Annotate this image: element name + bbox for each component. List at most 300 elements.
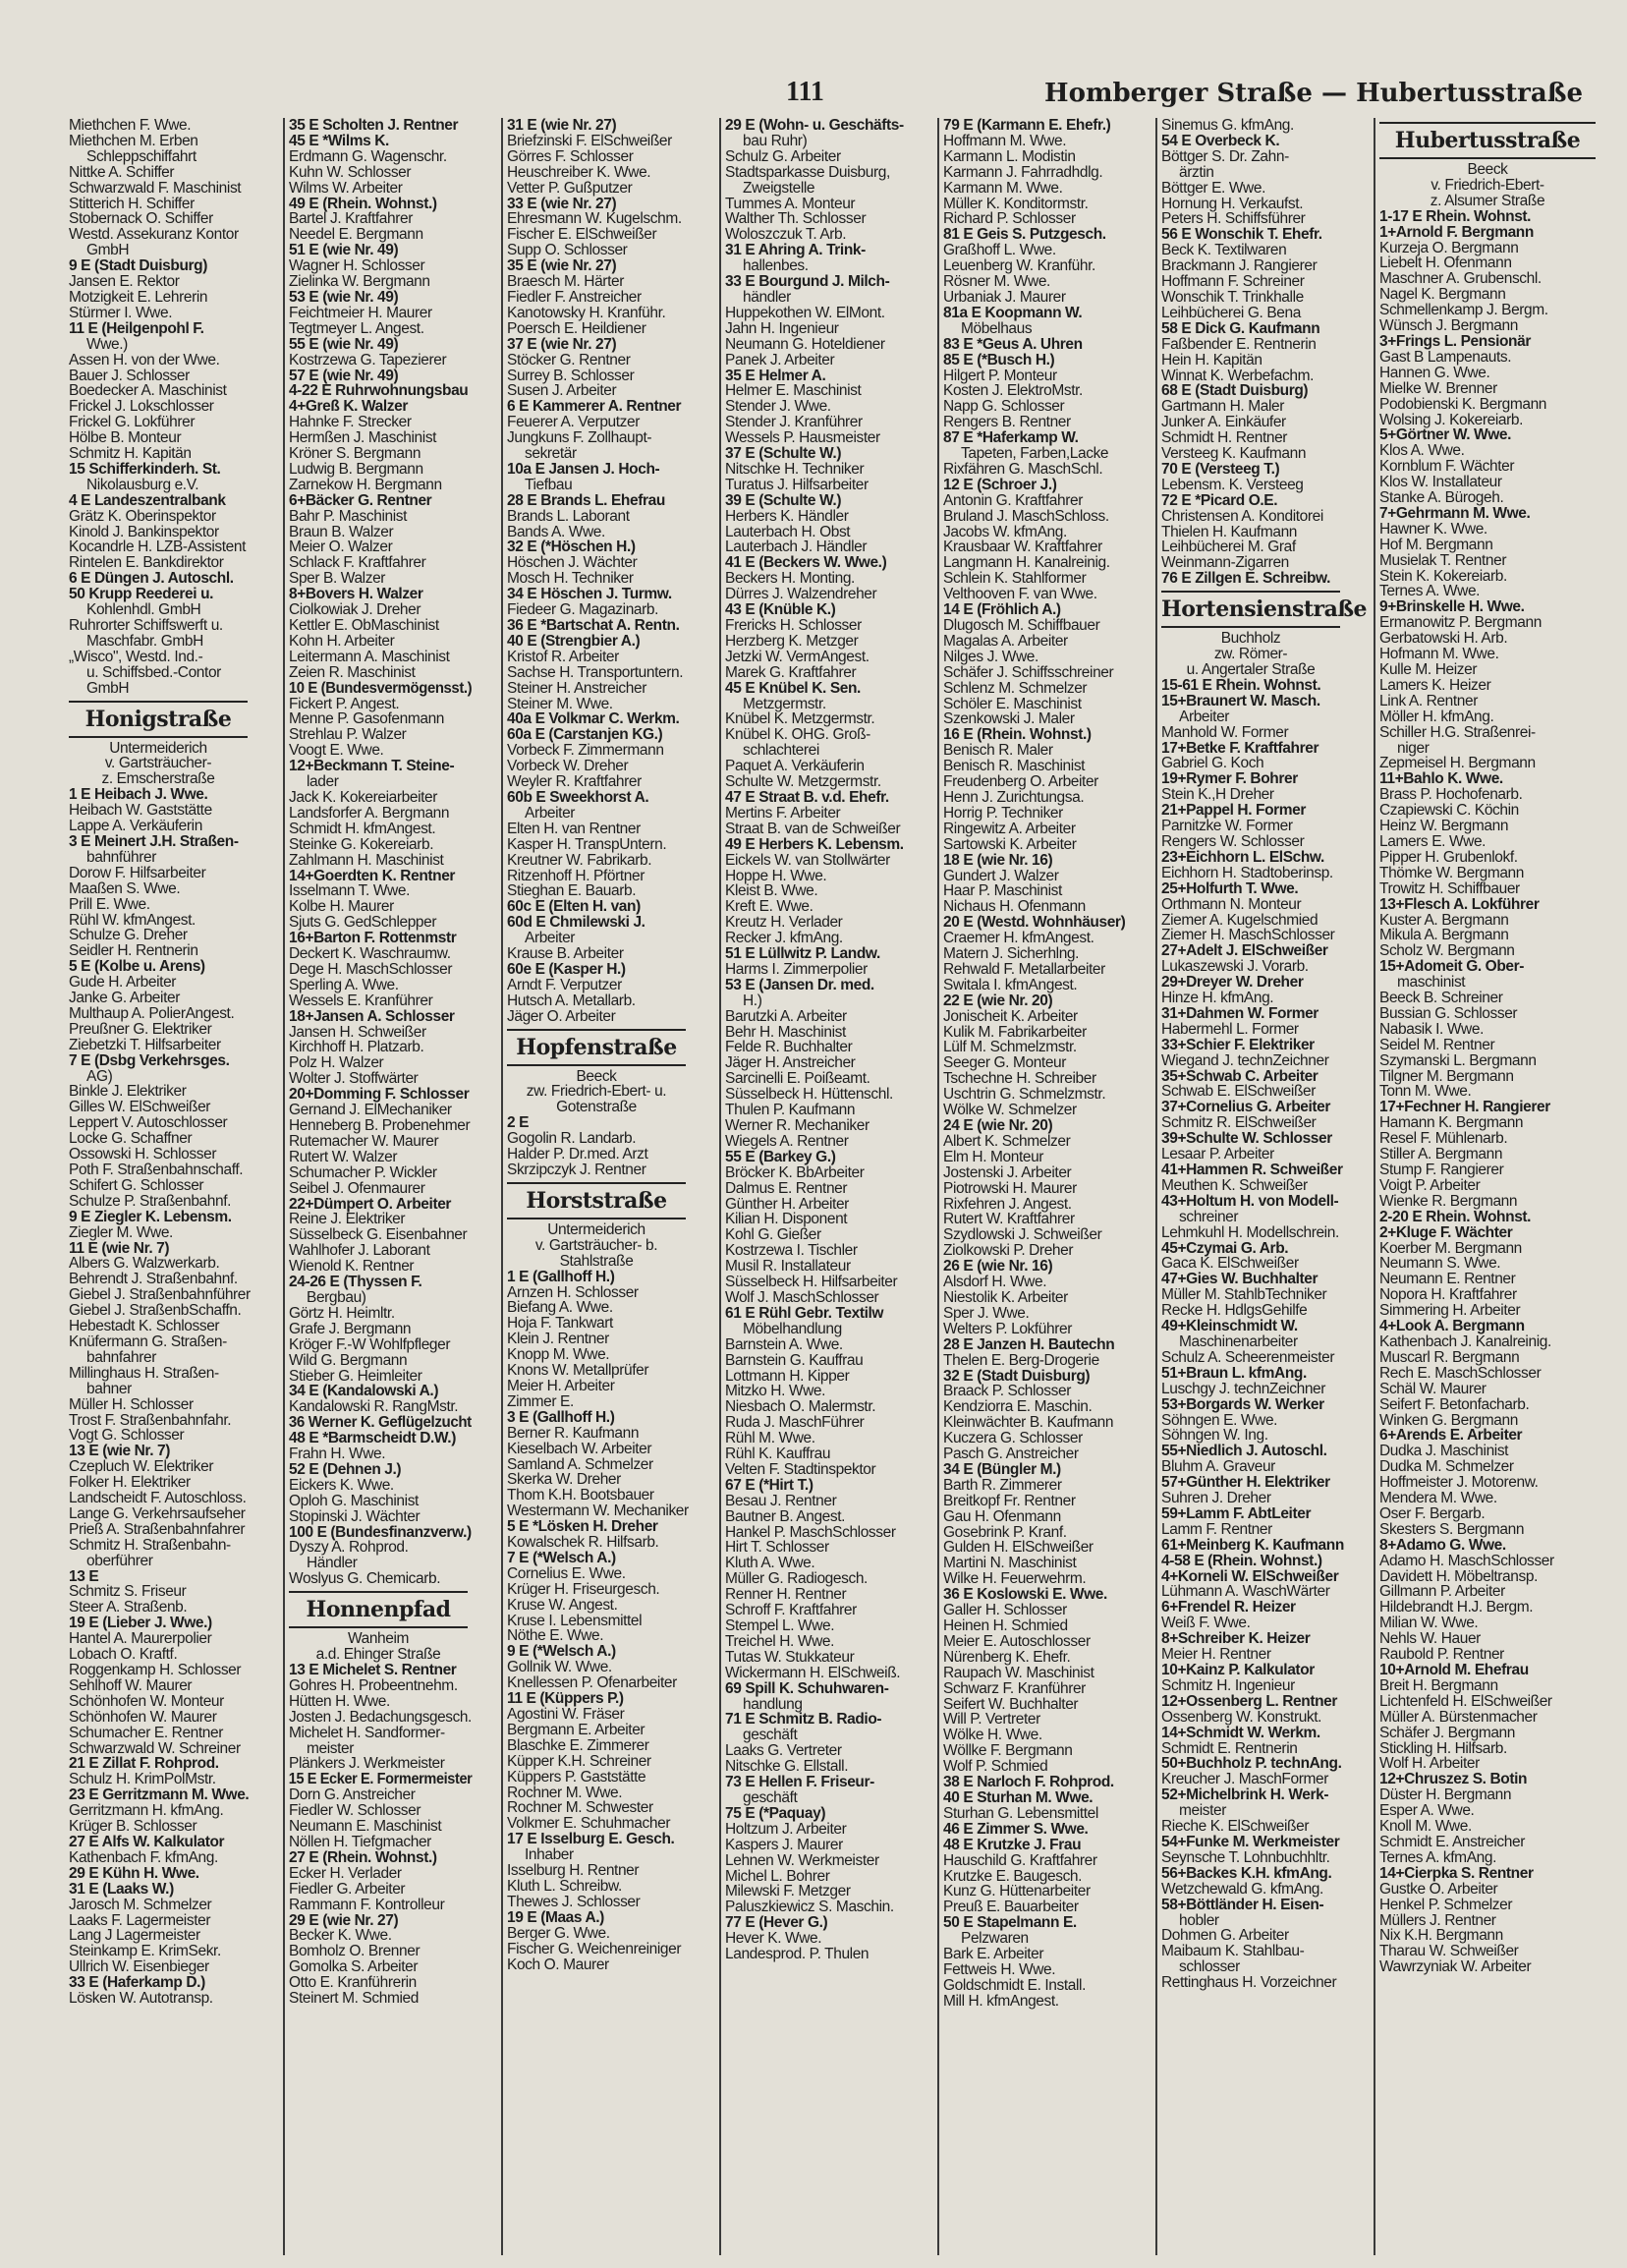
- entry-continuation: hallenbes.: [743, 257, 809, 275]
- resident-entry: Vorbeck F. Zimmermann: [507, 742, 664, 760]
- resident-entry: Wolter J. Stoffwärter: [289, 1070, 419, 1088]
- resident-entry: Wölke W. Schmelzer: [943, 1102, 1077, 1119]
- house-entry: 1 E (Gallhoff H.): [507, 1268, 615, 1285]
- resident-entry: Hawner K. Wwe.: [1379, 520, 1487, 538]
- resident-entry: Lauterbach J. Händler: [725, 539, 868, 556]
- resident-entry: Frickel J. Lokschlosser: [69, 398, 214, 416]
- resident-entry: Ullrich W. Eisenbieger: [69, 1958, 209, 1976]
- house-entry: 16+Barton F. Rottenmstr: [289, 930, 457, 947]
- resident-entry: Schiller H.G. Straßenrei-: [1379, 723, 1536, 741]
- resident-entry: Steer A. Straßenb.: [69, 1599, 188, 1616]
- resident-entry: Jäger H. Anstreicher: [725, 1054, 856, 1072]
- entry-continuation: händler: [743, 288, 791, 306]
- resident-entry: Böttger E. Wwe.: [1161, 179, 1265, 197]
- resident-entry: Rühl M. Wwe.: [725, 1430, 815, 1447]
- resident-entry: Klein J. Rentner: [507, 1331, 609, 1348]
- resident-entry: Piotrowski H. Maurer: [943, 1179, 1077, 1197]
- house-entry: 50 Krupp Reederei u.: [69, 586, 214, 603]
- resident-entry: Schlack F. Kraftfahrer: [289, 554, 426, 572]
- house-entry: 13+Flesch A. Lokführer: [1379, 895, 1540, 913]
- resident-entry: Knübel K. Metzgermstr.: [725, 710, 875, 728]
- entry-continuation: sekretär: [525, 445, 577, 463]
- resident-entry: Klos A. Wwe.: [1379, 442, 1465, 460]
- resident-entry: Szymanski L. Bergmann: [1379, 1051, 1537, 1069]
- resident-entry: Laaks G. Vertreter: [725, 1742, 842, 1760]
- resident-entry: Kuhn W. Schlosser: [289, 163, 412, 181]
- resident-entry: Kruse W. Angest.: [507, 1596, 618, 1614]
- resident-entry: Vetter P. Gußputzer: [507, 179, 633, 197]
- resident-entry: Bussian G. Schlosser: [1379, 1004, 1518, 1022]
- resident-entry: Schmidt H. kfmAngest.: [289, 820, 436, 837]
- resident-entry: Beeck B. Schreiner: [1379, 990, 1503, 1007]
- column-7: [1374, 118, 1599, 2255]
- resident-entry: Albert K. Schmelzer: [943, 1132, 1071, 1150]
- resident-entry: Nix K.H. Bergmann: [1379, 1927, 1503, 1945]
- house-entry: 5 E *Lösken H. Dreher: [507, 1518, 658, 1536]
- resident-entry: Welters P. Lokführer: [943, 1320, 1072, 1337]
- resident-entry: Kaspers J. Maurer: [725, 1836, 843, 1853]
- resident-entry: Rammann F. Kontrolleur: [289, 1896, 445, 1913]
- house-entry: 39 E (Schulte W.): [725, 491, 842, 509]
- house-entry: 10 E (Bundesvermögensst.): [288, 679, 473, 697]
- entry-continuation: H.): [743, 992, 762, 1009]
- house-entry: 13 E: [69, 1567, 99, 1585]
- resident-entry: Halder P. Dr.med. Arzt: [507, 1146, 648, 1163]
- resident-entry: Gustke O. Arbeiter: [1379, 1880, 1498, 1898]
- entry-continuation: schlosser: [1179, 1958, 1240, 1976]
- house-entry: 15-61 E Rhein. Wohnst.: [1161, 676, 1321, 694]
- resident-entry: Lehmkuhl H. Modellschrein.: [1161, 1223, 1339, 1241]
- resident-entry: Tutas W. Stukkateur: [725, 1648, 855, 1666]
- entry-continuation: Möbelhaus: [961, 319, 1033, 337]
- resident-entry: Wahlhofer J. Laborant: [289, 1242, 430, 1260]
- resident-entry: Habermehl L. Former: [1161, 1020, 1299, 1038]
- resident-entry: Ossenberg W. Konstrukt.: [1161, 1708, 1322, 1726]
- resident-entry: Zielinka W. Bergmann: [289, 273, 430, 291]
- resident-entry: Deckert K. Waschraumw.: [289, 945, 451, 963]
- resident-entry: Schäl W. Maurer: [1379, 1380, 1487, 1397]
- house-entry: 35 E Scholten J. Rentner: [289, 117, 459, 134]
- entry-continuation: meister: [307, 1739, 355, 1757]
- entry-continuation: Tapeten, Farben,Lacke: [961, 445, 1109, 463]
- house-entry: 29 E (wie Nr. 27): [289, 1911, 399, 1929]
- resident-entry: Müllers J. Rentner: [1379, 1911, 1496, 1929]
- resident-entry: Müller G. Radiogesch.: [725, 1570, 868, 1588]
- resident-entry: Hauschild G. Kraftfahrer: [943, 1851, 1097, 1869]
- resident-entry: Will P. Vertreter: [943, 1711, 1040, 1729]
- district-note: z. Emscherstraße: [101, 770, 215, 788]
- house-entry: 2-20 E Rhein. Wohnst.: [1379, 1208, 1532, 1225]
- resident-entry: Kohn H. Arbeiter: [289, 632, 395, 650]
- resident-entry: Hütten H. Wwe.: [289, 1692, 390, 1710]
- district-note: Beeck: [1467, 161, 1508, 178]
- resident-entry: Ruda J. MaschFührer: [725, 1414, 865, 1432]
- entry-continuation: Maschinenarbeiter: [1179, 1332, 1298, 1350]
- resident-entry: Huppekothen W. ElMont.: [725, 304, 885, 321]
- resident-entry: Gartmann H. Maler: [1161, 398, 1284, 416]
- resident-entry: Kröner S. Bergmann: [289, 445, 421, 463]
- resident-entry: Panek J. Arbeiter: [725, 351, 835, 369]
- resident-entry: Nopora H. Kraftfahrer: [1379, 1286, 1517, 1304]
- resident-entry: Roggenkamp H. Schlosser: [69, 1662, 242, 1678]
- street-heading: Horststraße: [507, 1182, 686, 1219]
- resident-entry: Dlugosch M. Schiffbauer: [943, 617, 1100, 634]
- resident-entry: Isselburg H. Rentner: [507, 1862, 640, 1880]
- resident-entry: Walther Th. Schlosser: [725, 210, 867, 228]
- house-entry: 32 E (*Höschen H.): [507, 539, 636, 556]
- resident-entry: Motzigkeit E. Lehrerin: [69, 288, 208, 306]
- resident-entry: Seibel J. Ofenmaurer: [289, 1179, 425, 1197]
- resident-entry: Schulte W. Metzgermstr.: [725, 773, 881, 791]
- resident-entry: Stanke A. Bürogeh.: [1379, 489, 1504, 507]
- resident-entry: Steiner H. Anstreicher: [507, 679, 646, 697]
- resident-entry: Harms I. Zimmerpolier: [725, 960, 868, 978]
- resident-entry: Wessels E. Kranführer: [289, 992, 433, 1009]
- resident-entry: Süsselbeck G. Eisenbahner: [289, 1226, 468, 1244]
- house-entry: 26 E (wie Nr. 16): [943, 1258, 1053, 1276]
- house-entry: 60b E Sweekhorst A.: [507, 788, 649, 806]
- entry-continuation: Pelzwaren: [961, 1930, 1029, 1948]
- street-heading: Hopfenstraße: [507, 1029, 686, 1066]
- resident-entry: Frickel G. Lokführer: [69, 414, 196, 431]
- house-entry: 50 E Stapelmann E.: [943, 1914, 1077, 1932]
- house-entry: 32 E (Stadt Duisburg): [943, 1367, 1091, 1385]
- resident-entry: Blaschke E. Zimmerer: [507, 1736, 649, 1754]
- district-note: Untermeiderich: [109, 739, 207, 757]
- house-entry: 11 E (wie Nr. 7): [69, 1239, 170, 1257]
- house-entry: 11 E (Küppers P.): [507, 1690, 624, 1708]
- page-number: 111: [786, 77, 824, 107]
- street-heading: Honnenpfad: [289, 1591, 468, 1628]
- entry-continuation: Arbeiter: [525, 804, 576, 822]
- resident-entry: Stump F. Rangierer: [1379, 1162, 1504, 1178]
- house-entry: 6+Arends E. Arbeiter: [1379, 1427, 1523, 1445]
- resident-entry: Needel E. Bergmann: [289, 226, 423, 244]
- resident-entry: Neumann G. Hoteldiener: [725, 335, 885, 353]
- resident-entry: Lang J Lagermeister: [69, 1927, 200, 1945]
- house-entry: 12+Beckmann T. Steine-: [289, 758, 455, 775]
- resident-entry: Kröger F.-W Wohlfpfleger: [289, 1335, 451, 1353]
- resident-entry: Knüfermann G. Straßen-: [69, 1332, 227, 1350]
- resident-entry: Küpper K.H. Schreiner: [507, 1752, 651, 1770]
- resident-entry: Barutzki A. Arbeiter: [725, 1007, 847, 1025]
- entry-continuation: ärztin: [1179, 163, 1214, 181]
- resident-entry: Kathenbach J. Kanalreinig.: [1379, 1332, 1551, 1350]
- house-entry: 51+Braun L. kfmAng.: [1161, 1364, 1307, 1382]
- street-heading: Honigstraße: [69, 701, 248, 738]
- house-entry: 60c E (Elten H. van): [507, 898, 641, 916]
- house-entry: 5+Görtner W. Wwe.: [1379, 426, 1512, 444]
- resident-entry: Gau H. Ofenmann: [943, 1507, 1061, 1525]
- resident-entry: Schmitz H. Kapitän: [69, 445, 192, 463]
- resident-entry: Wolf P. Schmied: [943, 1758, 1048, 1776]
- house-entry: 3+Frings L. Pensionär: [1379, 332, 1531, 350]
- resident-entry: Bautner B. Angest.: [725, 1507, 846, 1525]
- resident-entry: Wagner H. Schlosser: [289, 257, 425, 275]
- resident-entry: Menne P. Gasofenmann: [289, 710, 445, 728]
- house-entry: 15 Schifferkinderh. St.: [69, 460, 221, 478]
- resident-entry: Dorow F. Hilfsarbeiter: [69, 864, 206, 881]
- resident-entry: Rutert W. Kraftfahrer: [943, 1211, 1075, 1228]
- resident-entry: Hannen G. Wwe.: [1379, 364, 1490, 381]
- house-entry: 6 E Düngen J. Autoschl.: [69, 570, 234, 588]
- house-entry: 43+Holtum H. von Modell-: [1161, 1192, 1339, 1210]
- resident-entry: Nittke A. Schiffer: [69, 163, 175, 181]
- district-note: a.d. Ehinger Straße: [315, 1646, 441, 1664]
- resident-entry: Jack K. Kokereiarbeiter: [289, 788, 438, 806]
- resident-entry: Zimmer E.: [507, 1392, 574, 1410]
- resident-entry: Wiegels A. Rentner: [725, 1132, 849, 1150]
- resident-entry: Fettweis H. Wwe.: [943, 1960, 1056, 1978]
- house-entry: 67 E (*Hirt T.): [725, 1476, 814, 1494]
- resident-entry: Bomholz O. Brenner: [289, 1943, 421, 1960]
- resident-entry: Gomolka S. Arbeiter: [289, 1958, 419, 1976]
- resident-entry: Lichtenfeld H. ElSchweißer: [1379, 1692, 1552, 1710]
- house-entry: 6 E Kammerer A. Rentner: [507, 398, 682, 416]
- resident-entry: Wolf H. Arbeiter: [1379, 1755, 1480, 1773]
- resident-entry: Janke G. Arbeiter: [69, 990, 180, 1007]
- resident-entry: Wessels P. Hausmeister: [725, 429, 880, 447]
- house-entry: 36 E Koslowski E. Wwe.: [943, 1586, 1107, 1604]
- house-entry: 50+Buchholz P. technAng.: [1161, 1755, 1342, 1773]
- house-entry: 49 E Herbers K. Lebensm.: [725, 835, 904, 853]
- resident-entry: Ermanowitz P. Bergmann: [1379, 614, 1542, 632]
- house-entry: 4-22 E Ruhrwohnungsbau: [289, 382, 469, 400]
- resident-entry: Recker J. kfmAng.: [725, 930, 843, 947]
- resident-entry: Bergmann E. Arbeiter: [507, 1721, 645, 1738]
- district-note: zw. Römer-: [1213, 646, 1288, 663]
- resident-entry: Wölke H. Wwe.: [943, 1727, 1042, 1744]
- resident-entry: Seifert F. Betonfacharb.: [1379, 1395, 1530, 1413]
- resident-entry: Tummes A. Monteur: [725, 195, 856, 212]
- resident-entry: Maibaum K. Stahlbau-: [1161, 1943, 1305, 1960]
- resident-entry: Kirchhoff H. Platzarb.: [289, 1039, 424, 1056]
- resident-entry: Rixfehren J. Angest.: [943, 1195, 1072, 1213]
- house-entry: 7+Gehrmann M. Wwe.: [1379, 504, 1531, 522]
- resident-entry: Nöllen H. Tiefgmacher: [289, 1833, 431, 1850]
- resident-entry: Assen H. von der Wwe.: [69, 351, 220, 369]
- resident-entry: Jungkuns F. Zollhaupt-: [507, 429, 652, 447]
- house-entry: 41+Hammen R. Schweißer: [1161, 1162, 1343, 1178]
- resident-entry: Meier H. Arbeiter: [507, 1377, 615, 1394]
- resident-entry: Weyler R. Kraftfahrer: [507, 773, 642, 791]
- resident-entry: Fiedler G. Arbeiter: [289, 1880, 406, 1898]
- resident-entry: Manhold W. Former: [1161, 723, 1289, 741]
- resident-entry: Suhren J. Dreher: [1161, 1490, 1271, 1507]
- resident-entry: Fiedeer G. Magazinarb.: [507, 601, 659, 619]
- resident-entry: Schönhofen W. Monteur: [69, 1692, 224, 1710]
- house-entry: 16 E (Rhein. Wohnst.): [943, 726, 1092, 744]
- entry-continuation: hobler: [1179, 1911, 1219, 1929]
- house-entry: 52+Michelbrink H. Werk-: [1161, 1786, 1329, 1804]
- directory-columns: [65, 118, 1598, 2255]
- resident-entry: Rieche K. ElSchweißer: [1161, 1818, 1310, 1836]
- resident-entry: Agostini W. Fräser: [507, 1706, 625, 1723]
- resident-entry: Volkmer E. Schuhmacher: [507, 1815, 671, 1833]
- resident-entry: Bands A. Wwe.: [507, 523, 605, 540]
- house-entry: 19 E (Lieber J. Wwe.): [69, 1615, 212, 1632]
- resident-entry: Hornung H. Verkaufst.: [1161, 195, 1304, 212]
- resident-entry: Lösken W. Autotransp.: [69, 1990, 213, 2008]
- resident-entry: Skrzipczyk J. Rentner: [507, 1162, 646, 1178]
- resident-entry: Ludwig B. Bergmann: [289, 460, 423, 478]
- resident-entry: Jansen H. Schweißer: [289, 1023, 426, 1041]
- resident-entry: Rettinghaus H. Vorzeichner: [1161, 1974, 1337, 1992]
- resident-entry: Uschtrin G. Schmelzmstr.: [943, 1086, 1106, 1104]
- column-1: [65, 118, 252, 2255]
- resident-entry: Herbers K. Händler: [725, 507, 849, 525]
- column-2: [283, 118, 472, 2255]
- entry-continuation: Schleppschiffahrt: [86, 147, 196, 165]
- resident-entry: Braesch M. Härter: [507, 273, 624, 291]
- entry-continuation: u. Schiffsbed.-Contor: [86, 663, 221, 681]
- resident-entry: Kuczera G. Schlosser: [943, 1430, 1083, 1447]
- resident-entry: Schäfer J. Bergmann: [1379, 1724, 1516, 1741]
- resident-entry: Trost F. Straßenbahnfahr.: [69, 1411, 232, 1429]
- resident-entry: Ternes A. Wwe.: [1379, 583, 1481, 600]
- resident-entry: Niesbach O. Malermstr.: [725, 1398, 876, 1416]
- resident-entry: Hilgert P. Monteur: [943, 367, 1057, 384]
- house-entry: 85 E (*Busch H.): [943, 351, 1055, 369]
- district-note: Buchholz: [1220, 630, 1281, 648]
- house-entry: 61+Meinberg K. Kaufmann: [1161, 1536, 1344, 1554]
- resident-entry: Samland A. Schmelzer: [507, 1455, 653, 1473]
- resident-entry: Josten J. Bedachungsgesch.: [288, 1708, 472, 1726]
- resident-entry: Dalmus E. Rentner: [725, 1179, 848, 1197]
- resident-entry: Holtzum J. Arbeiter: [725, 1820, 847, 1838]
- resident-entry: Hamann K. Bergmann: [1379, 1114, 1524, 1132]
- house-entry: 37+Cornelius G. Arbeiter: [1161, 1099, 1331, 1116]
- resident-entry: Hoffmann M. Wwe.: [943, 132, 1067, 149]
- resident-entry: Gude H. Arbeiter: [69, 974, 177, 992]
- resident-entry: Rochner M. Wwe.: [507, 1784, 623, 1801]
- entry-continuation: oberführer: [86, 1552, 153, 1569]
- resident-entry: Schulz H. KrimPolMstr.: [69, 1771, 216, 1788]
- resident-entry: Leuenberg W. Kranführ.: [943, 257, 1095, 275]
- resident-entry: Kluth L. Schreibw.: [507, 1877, 622, 1895]
- resident-entry: Weinmann-Zigarren: [1161, 554, 1289, 572]
- resident-entry: Mikula A. Bergmann: [1379, 927, 1509, 944]
- resident-entry: Graßhoff L. Wwe.: [943, 242, 1056, 259]
- resident-entry: Eichhorn H. Stadtoberinsp.: [1161, 864, 1333, 881]
- house-entry: 45+Czymai G. Arb.: [1161, 1239, 1289, 1257]
- resident-entry: Mendera M. Wwe.: [1379, 1490, 1497, 1507]
- resident-entry: Braun B. Walzer: [289, 523, 394, 540]
- house-entry: 47+Gies W. Buchhalter: [1161, 1271, 1318, 1288]
- resident-entry: Wienold K. Rentner: [289, 1258, 415, 1276]
- resident-entry: Bröcker K. BbArbeiter: [725, 1163, 865, 1181]
- resident-entry: Höschen J. Wächter: [507, 554, 638, 572]
- house-entry: 71 E Schmitz B. Radio-: [725, 1711, 882, 1729]
- house-entry: 20 E (Westd. Wohnhäuser): [943, 914, 1126, 932]
- resident-entry: Velten F. Stadtinspektor: [725, 1460, 876, 1478]
- resident-entry: Milian W. Wwe.: [1379, 1615, 1479, 1632]
- resident-entry: Jansen E. Rektor: [69, 273, 180, 291]
- house-entry: 15+Braunert W. Masch.: [1161, 692, 1320, 709]
- resident-entry: Schmidt E. Anstreicher: [1379, 1833, 1525, 1850]
- house-entry: 36 Werner K. Geflügelzucht: [288, 1414, 472, 1432]
- resident-entry: Kruse I. Lebensmittel: [507, 1612, 643, 1629]
- house-entry: 51 E Lüllwitz P. Landw.: [725, 945, 880, 963]
- resident-entry: Lehnen W. Werkmeister: [725, 1851, 879, 1869]
- resident-entry: Karmann L. Modistin: [943, 147, 1076, 165]
- house-entry: 4 E Landeszentralbank: [69, 491, 226, 509]
- resident-entry: Peters H. Schiffsführer: [1161, 210, 1306, 228]
- resident-entry: Eickels W. van Stollwärter: [725, 851, 890, 869]
- house-entry: 76 E Zillgen E. Schreibw.: [1161, 570, 1331, 588]
- resident-entry: Kolbe H. Maurer: [289, 898, 394, 916]
- resident-entry: Oploh G. Maschinist: [289, 1492, 419, 1509]
- resident-entry: Woslyus G. Chemicarb.: [289, 1570, 441, 1588]
- resident-entry: Eickers K. Wwe.: [289, 1476, 394, 1494]
- resident-entry: Knons W. Metallprüfer: [507, 1362, 649, 1380]
- resident-entry: Podobienski K. Bergmann: [1379, 395, 1547, 413]
- district-note: u. Angertaler Straße: [1186, 661, 1316, 678]
- resident-entry: Herzberg K. Metzger: [725, 632, 859, 650]
- resident-entry: Musielak T. Rentner: [1379, 551, 1507, 569]
- resident-entry: Sperling A. Wwe.: [289, 976, 399, 993]
- resident-entry: Paquet A. Verkäuferin: [725, 758, 865, 775]
- resident-entry: Tonn M. Wwe.: [1379, 1083, 1472, 1101]
- resident-entry: Gulden H. ElSchweißer: [943, 1539, 1094, 1557]
- resident-entry: Wilms W. Arbeiter: [289, 179, 403, 197]
- resident-entry: Binkle J. Elektriker: [69, 1083, 187, 1101]
- resident-entry: Leihbücherei M. Graf: [1161, 539, 1296, 556]
- resident-entry: Görres F. Schlosser: [507, 147, 634, 165]
- resident-entry: Gosebrink P. Kranf.: [943, 1523, 1067, 1541]
- entry-continuation: bahner: [86, 1380, 132, 1397]
- resident-entry: Davidett H. Möbeltransp.: [1379, 1567, 1538, 1585]
- resident-entry: Nitschke G. Ellstall.: [725, 1758, 849, 1776]
- house-entry: 48 E Krutzke J. Frau: [943, 1836, 1082, 1853]
- resident-entry: Renner H. Rentner: [725, 1586, 847, 1604]
- resident-entry: Müller H. Schlosser: [69, 1395, 194, 1413]
- resident-entry: Thom K.H. Bootsbauer: [507, 1487, 654, 1504]
- resident-entry: Rochner M. Schwester: [507, 1799, 653, 1817]
- resident-entry: Schmitz H. Ingenieur: [1161, 1676, 1295, 1694]
- house-entry: 10a E Jansen J. Hoch-: [507, 460, 660, 478]
- house-entry: 52 E (Dehnen J.): [289, 1460, 402, 1478]
- resident-entry: Parnitzke W. Former: [1161, 818, 1293, 835]
- house-entry: 37 E (wie Nr. 27): [507, 335, 617, 353]
- resident-entry: Ciolkowiak J. Dreher: [289, 601, 421, 619]
- entry-continuation: maschinist: [1397, 974, 1466, 992]
- house-entry: 43 E (Knüble K.): [725, 601, 836, 619]
- resident-entry: Brass P. Hochofenarb.: [1379, 786, 1523, 804]
- resident-entry: Mielke W. Brenner: [1379, 379, 1497, 397]
- resident-entry: Liebelt H. Ofenmann: [1379, 255, 1512, 272]
- resident-entry: Kostrzewa I. Tischler: [725, 1242, 858, 1260]
- resident-entry: Stürmer I. Wwe.: [69, 304, 173, 321]
- house-entry: 68 E (Stadt Duisburg): [1161, 382, 1309, 400]
- house-entry: 34 E Höschen J. Turmw.: [507, 586, 672, 603]
- resident-entry: Stitterich H. Schiffer: [69, 195, 195, 212]
- house-entry: 47 E Straat B. v.d. Ehefr.: [725, 788, 889, 806]
- resident-entry: Kleist B. Wwe.: [725, 882, 818, 900]
- resident-entry: Seidel M. Rentner: [1379, 1036, 1495, 1053]
- resident-entry: Skerka W. Dreher: [507, 1471, 621, 1489]
- resident-entry: Supp O. Schlosser: [507, 242, 628, 259]
- resident-entry: Dege H. MaschSchlosser: [289, 960, 453, 978]
- resident-entry: Zepmeisel H. Bergmann: [1379, 755, 1536, 772]
- resident-entry: Hermßen J. Maschinist: [289, 429, 437, 447]
- resident-entry: Sachse H. Transportuntern.: [507, 663, 684, 681]
- resident-entry: Behrendt J. Straßenbahnf.: [69, 1271, 238, 1288]
- resident-entry: Lühmann A. WaschWärter: [1161, 1583, 1330, 1601]
- resident-entry: Goldschmidt E. Install.: [943, 1976, 1086, 1994]
- resident-entry: Rösner M. Wwe.: [943, 273, 1050, 291]
- resident-entry: Wöllke F. Bergmann: [943, 1742, 1073, 1760]
